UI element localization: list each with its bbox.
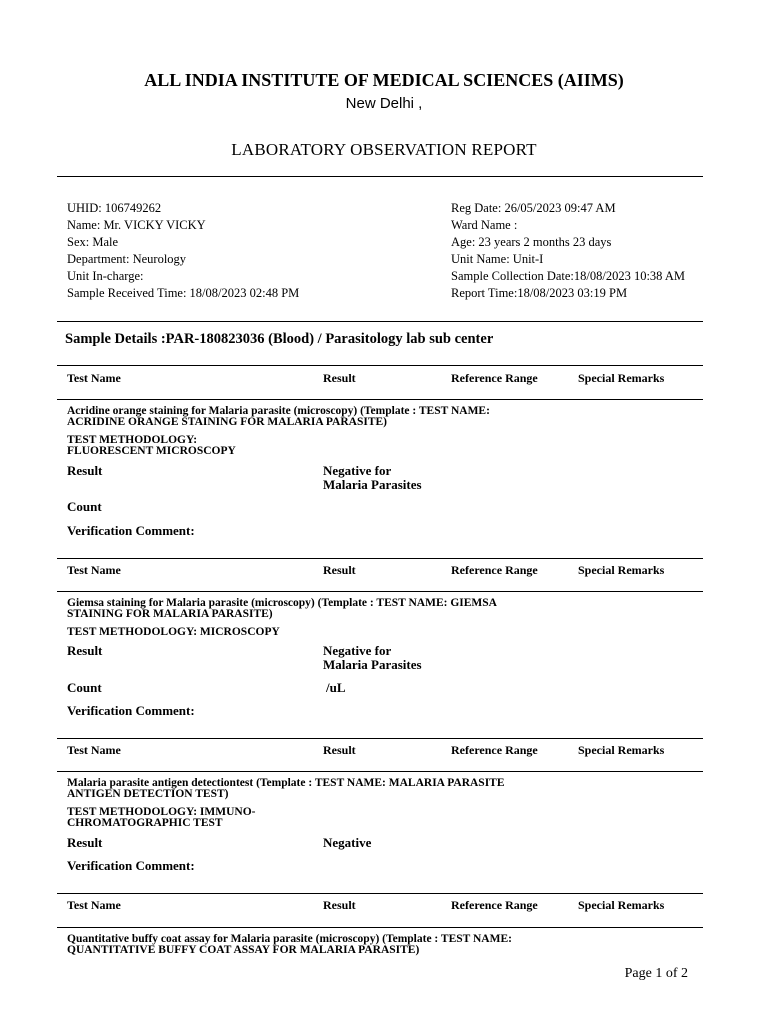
verification-comment-label: Verification Comment:: [67, 858, 195, 873]
city: New Delhi ,: [345, 95, 423, 112]
divider: [57, 591, 703, 592]
test-methodology: TEST METHODOLOGY: MICROSCOPY: [67, 626, 280, 638]
uhid: UHID: 106749262: [67, 201, 162, 215]
divider: [57, 738, 703, 739]
divider: [57, 558, 703, 559]
divider: [57, 399, 703, 400]
verification-comment-label: Verification Comment:: [67, 703, 195, 718]
divider: [57, 927, 703, 928]
divider: [57, 365, 703, 366]
report-time: Report Time:18/08/2023 03:19 PM: [451, 286, 628, 300]
result-value: Negative for Malaria Parasites: [323, 643, 422, 672]
divider: [57, 321, 703, 322]
col-result: Result: [323, 371, 356, 385]
col-special-remarks: Special Remarks: [578, 371, 665, 385]
col-reference-range: Reference Range: [451, 563, 538, 577]
unit-name: Unit Name: Unit-I: [451, 252, 544, 266]
col-test-name: Test Name: [67, 743, 121, 757]
patient-name: Name: Mr. VICKY VICKY: [67, 218, 206, 232]
report-title: LABORATORY OBSERVATION REPORT: [231, 140, 537, 159]
result-label: Result: [67, 835, 103, 850]
test-methodology: TEST METHODOLOGY: FLUORESCENT MICROSCOPY: [67, 434, 236, 457]
patient-info-right: [451, 200, 685, 302]
sex: Sex: Male: [67, 235, 119, 249]
col-result: Result: [323, 563, 356, 577]
col-test-name: Test Name: [67, 563, 121, 577]
reg-date: Reg Date: 26/05/2023 09:47 AM: [451, 201, 616, 215]
test-description: Quantitative buffy coat assay for Malaria parasite (microscopy) (Template : TEST NAME: QUANTITATIVE BUFFY COAT ASSAY FOR MALARIA PARASITE): [67, 933, 512, 956]
sample-received-time: Sample Received Time: 18/08/2023 02:48 PM: [67, 286, 300, 300]
patient-info-left: [67, 200, 299, 302]
col-test-name: Test Name: [67, 371, 121, 385]
test-methodology: TEST METHODOLOGY: IMMUNO- CHROMATOGRAPHIC TEST: [67, 806, 256, 829]
result-label: Result: [67, 643, 103, 658]
institute-name: ALL INDIA INSTITUTE OF MEDICAL SCIENCES (AIIMS): [144, 70, 624, 90]
col-special-remarks: Special Remarks: [578, 898, 665, 912]
col-result: Result: [323, 898, 356, 912]
count-label: Count: [67, 680, 102, 695]
result-label: Result: [67, 463, 103, 478]
sample-collection-date: Sample Collection Date:18/08/2023 10:38 AM: [451, 269, 686, 283]
col-reference-range: Reference Range: [451, 743, 538, 757]
col-test-name: Test Name: [67, 898, 121, 912]
ward-name: Ward Name :: [451, 218, 518, 232]
count-value: /uL: [326, 680, 346, 695]
page-number: Page 1 of 2: [624, 966, 688, 981]
test-description: Acridine orange staining for Malaria parasite (microscopy) (Template : TEST NAME: ACRIDINE ORANGE STAINING FOR MALARIA PARASITE): [67, 405, 490, 428]
sample-details: Sample Details :PAR-180823036 (Blood) / Parasitology lab sub center: [65, 331, 494, 347]
col-reference-range: Reference Range: [451, 371, 538, 385]
age: Age: 23 years 2 months 23 days: [451, 235, 612, 249]
divider: [57, 771, 703, 772]
result-value: Negative: [323, 835, 372, 850]
col-special-remarks: Special Remarks: [578, 743, 665, 757]
count-label: Count: [67, 499, 102, 514]
col-special-remarks: Special Remarks: [578, 563, 665, 577]
test-description: Giemsa staining for Malaria parasite (microscopy) (Template : TEST NAME: GIEMSA STAINING FOR MALARIA PARASITE): [67, 597, 497, 620]
col-result: Result: [323, 743, 356, 757]
department: Department: Neurology: [67, 252, 187, 266]
test-description: Malaria parasite antigen detectiontest (Template : TEST NAME: MALARIA PARASITE ANTIGEN DETECTION TEST): [67, 777, 505, 800]
col-reference-range: Reference Range: [451, 898, 538, 912]
divider: [57, 176, 703, 177]
divider: [57, 893, 703, 894]
unit-in-charge: Unit In-charge:: [67, 269, 144, 283]
verification-comment-label: Verification Comment:: [67, 523, 195, 538]
result-value: Negative for Malaria Parasites: [323, 463, 422, 492]
